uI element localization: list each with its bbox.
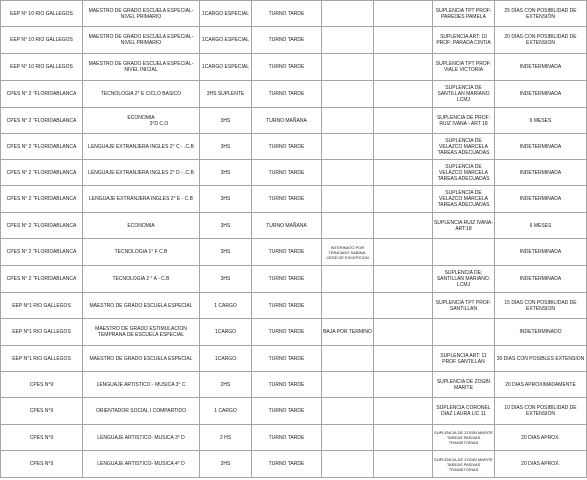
cell-escuela[interactable]: CPES N°9 bbox=[1, 372, 83, 398]
cell-escuela[interactable]: EEP N° 10 RIO GALLEGOS bbox=[1, 27, 83, 54]
cell-cargo[interactable]: MAESTRO DE GRADO ESCUELA ESPECIAL bbox=[83, 293, 200, 319]
cell-observacion[interactable] bbox=[322, 346, 374, 372]
cell-extra[interactable] bbox=[374, 425, 433, 451]
cell-observacion[interactable] bbox=[322, 213, 374, 239]
table-row bbox=[1, 186, 587, 213]
cell-cantidad[interactable]: 1 CARGO bbox=[200, 293, 252, 319]
cell-turno[interactable]: TURNO TARDE bbox=[252, 372, 322, 398]
table-row bbox=[1, 108, 587, 134]
table-row bbox=[1, 160, 587, 186]
cell-escuela[interactable]: EEP N°1 RIO GALLEGOS bbox=[1, 346, 83, 372]
table-row bbox=[1, 266, 587, 293]
cell-escuela[interactable]: CPES N° 2 "FLORIDABLANCA bbox=[1, 160, 83, 186]
cell-cargo[interactable]: MAESTRO DE GRADO ESCUELA ESPECIAL- NIVEL PRIMARIO bbox=[83, 27, 200, 54]
cell-escuela[interactable]: CPES N° 2 "FLORIDABLANCA bbox=[1, 186, 83, 213]
cell-cargo[interactable] bbox=[83, 108, 200, 134]
cell-turno[interactable]: TURNO TARDE bbox=[252, 451, 322, 478]
cell-duracion[interactable]: 20 DIAS APROX. bbox=[495, 451, 587, 478]
cell-duracion[interactable]: 10 DIAS CON POSIBILIDAD DE EXTENSION bbox=[495, 398, 587, 425]
cell-duracion[interactable]: 20 DÍAS CON POSIBILIDAD DE EXTENSION bbox=[495, 27, 587, 54]
cell-observacion[interactable] bbox=[322, 372, 374, 398]
cell-cantidad[interactable]: 3HS bbox=[200, 186, 252, 213]
cell-motivo[interactable]: SUPLENCIA RUIZ IVANA- ART:18 bbox=[433, 213, 495, 239]
cell-cargo[interactable]: ECONOMIA bbox=[83, 213, 200, 239]
cell-cantidad[interactable]: 2HS bbox=[200, 372, 252, 398]
cell-escuela[interactable]: CPES N° 2 "FLORIDABLANCA bbox=[1, 134, 83, 160]
cell-observacion[interactable] bbox=[322, 1, 374, 27]
cell-turno[interactable]: TURNO TARDE bbox=[252, 1, 322, 27]
cell-motivo[interactable]: SUPLENCIA DE: SANTILLAN MARIANO. LCMJ bbox=[433, 266, 495, 293]
cell-turno[interactable]: TURNO TARDE bbox=[252, 54, 322, 81]
cell-duracion[interactable]: INDETERMINADA bbox=[495, 54, 587, 81]
cell-cantidad[interactable]: 1CARGO ESPECIAL bbox=[200, 54, 252, 81]
cell-motivo[interactable]: SUPLENCIA CORONEL DIAZ LAURA LIC 11 bbox=[433, 398, 495, 425]
cell-cantidad[interactable]: 3HS SUPLENTE bbox=[200, 81, 252, 108]
cell-turno[interactable]: TURNO TARDE bbox=[252, 81, 322, 108]
cell-escuela[interactable]: CPES N°9 bbox=[1, 398, 83, 425]
cell-cargo[interactable]: MAESTRO DE GRADO ESCUELA ESPECIAL- NIVEL INICIAL bbox=[83, 54, 200, 81]
cell-duracion[interactable]: 20 DIAS APROXIMADAMENTE bbox=[495, 372, 587, 398]
cell-turno[interactable]: TURNO TARDE bbox=[252, 160, 322, 186]
cell-duracion[interactable]: INDETERMINADA bbox=[495, 134, 587, 160]
cell-turno[interactable]: TURNO TARDE bbox=[252, 27, 322, 54]
cell-motivo[interactable]: SUPLENCIA TPT PROF: VIALE VICTORIA bbox=[433, 54, 495, 81]
cell-turno[interactable]: TURNO TARDE bbox=[252, 346, 322, 372]
cell-extra[interactable] bbox=[374, 134, 433, 160]
cell-motivo[interactable]: SUPLENCIA DE ZOGBI MARITE bbox=[433, 372, 495, 398]
cell-escuela[interactable]: CPES N° 2 "FLORIDABLANCA bbox=[1, 108, 83, 134]
cell-motivo[interactable] bbox=[433, 239, 495, 266]
cell-cantidad[interactable]: 1CARGO ESPECIAL bbox=[200, 27, 252, 54]
cell-duracion[interactable]: INDETERMINADA bbox=[495, 81, 587, 108]
cell-cantidad[interactable]: 3HS bbox=[200, 134, 252, 160]
cell-observacion[interactable] bbox=[322, 293, 374, 319]
table-row bbox=[1, 398, 587, 425]
cell-extra[interactable] bbox=[374, 160, 433, 186]
cell-extra[interactable] bbox=[374, 239, 433, 266]
cell-cargo[interactable]: ORIENTADOR SOCIAL I COMPARTIDO bbox=[83, 398, 200, 425]
cell-motivo[interactable]: SUPLENCIA ART: 11 PROF SANTILLAN bbox=[433, 346, 495, 372]
cell-cargo[interactable]: TECNOLOGIA 1° F C.B bbox=[83, 239, 200, 266]
cell-turno[interactable]: TURNO TARDE bbox=[252, 266, 322, 293]
cell-cargo[interactable]: LENGUAJE EXTRANJERA INGLES 2° D - .C.B bbox=[83, 160, 200, 186]
cell-cantidad[interactable]: 1CARGO bbox=[200, 319, 252, 346]
cell-observacion[interactable] bbox=[322, 27, 374, 54]
cell-escuela[interactable]: EEP N°1 RIO GALLEGOS bbox=[1, 293, 83, 319]
cell-motivo[interactable]: SUPLENCIA DE SANTILLAN MARIANO LCMJ bbox=[433, 81, 495, 108]
table-row bbox=[1, 372, 587, 398]
cargo-main: ECONOMIA bbox=[127, 114, 155, 121]
cell-duracion[interactable]: INDETERMINADA bbox=[495, 160, 587, 186]
table-row bbox=[1, 451, 587, 478]
cell-turno[interactable]: TURNO TARDE bbox=[252, 398, 322, 425]
cell-observacion[interactable] bbox=[322, 266, 374, 293]
cell-escuela[interactable]: EEP N°1 RIO GALLEGOS bbox=[1, 319, 83, 346]
cell-extra[interactable] bbox=[374, 81, 433, 108]
cell-cargo[interactable]: MAESTRO DE GRADO ESCUELA ESPECIAL- NIVEL PRIMARIO bbox=[83, 1, 200, 27]
cell-cantidad[interactable]: 2HS bbox=[200, 451, 252, 478]
table-row bbox=[1, 27, 587, 54]
cell-observacion[interactable] bbox=[322, 425, 374, 451]
table-row bbox=[1, 134, 587, 160]
cell-duracion[interactable]: INDETERMINADA bbox=[495, 266, 587, 293]
cell-duracion[interactable]: 25 DÍAS CON POSIBILIDAD DE EXTENSIÓN bbox=[495, 1, 587, 27]
cell-motivo[interactable]: SUPLENCIA DE PROF: RUIZ IVANA - ART 18 bbox=[433, 108, 495, 134]
cell-turno[interactable]: TURNO TARDE bbox=[252, 239, 322, 266]
cell-extra[interactable] bbox=[374, 372, 433, 398]
cell-escuela[interactable]: CPES N°9 bbox=[1, 425, 83, 451]
cell-extra[interactable] bbox=[374, 213, 433, 239]
cell-duracion[interactable]: 6 MESES bbox=[495, 108, 587, 134]
cell-turno[interactable]: TURNO TARDE bbox=[252, 186, 322, 213]
cell-cantidad[interactable]: 1CARGO bbox=[200, 346, 252, 372]
cell-extra[interactable] bbox=[374, 1, 433, 27]
cell-escuela[interactable]: CPES N° 2 "FLORIDABLANCA bbox=[1, 81, 83, 108]
cell-motivo[interactable]: SUPLENCIA TPT PROF: SANTILLAN bbox=[433, 293, 495, 319]
table-row bbox=[1, 425, 587, 451]
cell-duracion[interactable]: 30 DIAS CON POSIBLES EXTENSION bbox=[495, 346, 587, 372]
cell-motivo[interactable]: SUPLENCIA ART: 10 PROF: PARADA CINTIA bbox=[433, 27, 495, 54]
cell-escuela[interactable]: CPES N° 2 "FLORIDABLANCA bbox=[1, 213, 83, 239]
cell-cargo[interactable]: TECNOLOGIA 2 ° A - C.B bbox=[83, 266, 200, 293]
cell-turno[interactable]: TURNO MAÑANA bbox=[252, 213, 322, 239]
cell-cantidad[interactable]: 1CARGO ESPECIAL bbox=[200, 1, 252, 27]
cell-cargo[interactable]: LENGUAJE ARTISTICO - MUSICA 3° C bbox=[83, 372, 200, 398]
cell-duracion[interactable]: 6 MESES bbox=[495, 213, 587, 239]
cell-extra[interactable] bbox=[374, 108, 433, 134]
cell-extra[interactable] bbox=[374, 293, 433, 319]
cell-duracion[interactable]: 15 DÍAS CON POSIBILIDAD DE EXTENSION bbox=[495, 293, 587, 319]
cell-cantidad[interactable]: 3HS bbox=[200, 160, 252, 186]
cell-observacion[interactable] bbox=[322, 160, 374, 186]
cell-cargo[interactable]: LENGUAJE ARTISTICO- MUSICA 4° D bbox=[83, 451, 200, 478]
cell-duracion[interactable]: 20 DIAS APROX. bbox=[495, 425, 587, 451]
cell-observacion[interactable]: INTERINATO POR TRINCADO SABINA- CESE DE EXCEPCION bbox=[322, 239, 374, 266]
cell-observacion[interactable] bbox=[322, 54, 374, 81]
cell-extra[interactable] bbox=[374, 186, 433, 213]
cell-escuela[interactable]: EEP N° 10 RIO GALLEGOS bbox=[1, 1, 83, 27]
cell-cantidad[interactable]: 3HS bbox=[200, 239, 252, 266]
cell-cargo[interactable]: LENGUAJE EXTRANJERA INGLES 2° E - C.B bbox=[83, 186, 200, 213]
cell-cantidad[interactable]: 2 HS bbox=[200, 425, 252, 451]
cell-motivo[interactable] bbox=[433, 319, 495, 346]
cell-extra[interactable] bbox=[374, 27, 433, 54]
cell-escuela[interactable]: CPES N° 2 "FLORIDABLANCA bbox=[1, 239, 83, 266]
table-row bbox=[1, 1, 587, 27]
cell-observacion[interactable]: BAJA POR TERMINO bbox=[322, 319, 374, 346]
cell-motivo[interactable]: SUPLENCIA DE VELAZCO MARCELA TAREAS ADECUADAS bbox=[433, 160, 495, 186]
table-row bbox=[1, 239, 587, 266]
cell-extra[interactable] bbox=[374, 451, 433, 478]
cargo-sub: 3°D C.O bbox=[149, 120, 169, 127]
cell-cantidad[interactable]: 1 CARGO bbox=[200, 398, 252, 425]
cell-turno[interactable]: TURNO TARDE bbox=[252, 425, 322, 451]
cell-observacion[interactable] bbox=[322, 451, 374, 478]
cell-motivo[interactable]: SUPLENCIA DE VELAZCO MARCELA TAREAS ADECUADAS bbox=[433, 186, 495, 213]
cell-turno[interactable]: TURNO TARDE bbox=[252, 293, 322, 319]
table-row bbox=[1, 293, 587, 319]
cell-cargo[interactable]: LENGUAJE ARTISTICO- MUSICA 3° D bbox=[83, 425, 200, 451]
cell-escuela[interactable]: CPES N°9 bbox=[1, 451, 83, 478]
cell-duracion[interactable]: INDETERMINADA bbox=[495, 239, 587, 266]
cell-extra[interactable] bbox=[374, 319, 433, 346]
table-row bbox=[1, 81, 587, 108]
cell-observacion[interactable] bbox=[322, 81, 374, 108]
cell-cargo[interactable]: MAESTRO DE GRADO ESTIMULACION TEMPRANA DE ESCUELA ESPECIAL bbox=[83, 319, 200, 346]
cell-extra[interactable] bbox=[374, 346, 433, 372]
cell-observacion[interactable] bbox=[322, 186, 374, 213]
cell-turno[interactable]: TURNO MAÑANA bbox=[252, 108, 322, 134]
cell-cantidad[interactable]: 3HS bbox=[200, 213, 252, 239]
cell-motivo[interactable]: SUPLENCIA DE ZOGBI MARITE TAREAS PASIVAS TRANSITORIAS bbox=[433, 451, 495, 478]
cell-turno[interactable]: TURNO TARDE bbox=[252, 134, 322, 160]
cell-cargo[interactable]: MAESTRO DE GRADO ESCUELA ESPECIAL bbox=[83, 346, 200, 372]
cell-observacion[interactable] bbox=[322, 134, 374, 160]
table-row bbox=[1, 319, 587, 346]
table-row bbox=[1, 54, 587, 81]
cell-duracion[interactable]: INDETERMINADA bbox=[495, 186, 587, 213]
cell-observacion[interactable] bbox=[322, 108, 374, 134]
cell-observacion[interactable] bbox=[322, 398, 374, 425]
cell-escuela[interactable]: EEP N° 10 RIO GALLEGOS bbox=[1, 54, 83, 81]
cell-cantidad[interactable]: 3HS bbox=[200, 266, 252, 293]
cell-extra[interactable] bbox=[374, 398, 433, 425]
cell-cargo[interactable]: TECNOLOGIA 2° E CICLO BASICO bbox=[83, 81, 200, 108]
cell-extra[interactable] bbox=[374, 54, 433, 81]
table-row bbox=[1, 346, 587, 372]
cell-turno[interactable]: TURNO TARDE bbox=[252, 319, 322, 346]
cell-motivo[interactable]: SUPLENCIA DE ZOGBI MARITE TAREAS PASIVAS TRANSITORIAS bbox=[433, 425, 495, 451]
cell-motivo[interactable]: SUPLENCIA DE VELAZCO MARCELA TAREAS ADECUADAS bbox=[433, 134, 495, 160]
cell-escuela[interactable]: CPES N° 2 "FLORIDABLANCA bbox=[1, 266, 83, 293]
table-row bbox=[1, 213, 587, 239]
cell-cargo[interactable]: LENGUAJE EXTRANJERA INGLES 2° C - .C.B bbox=[83, 134, 200, 160]
cell-cantidad[interactable]: 3HS bbox=[200, 108, 252, 134]
cell-extra[interactable] bbox=[374, 266, 433, 293]
cell-duracion[interactable]: INDETERMINADO bbox=[495, 319, 587, 346]
cell-motivo[interactable]: SUPLENCIA TPT PROF: PAREDES PAMELA bbox=[433, 1, 495, 27]
